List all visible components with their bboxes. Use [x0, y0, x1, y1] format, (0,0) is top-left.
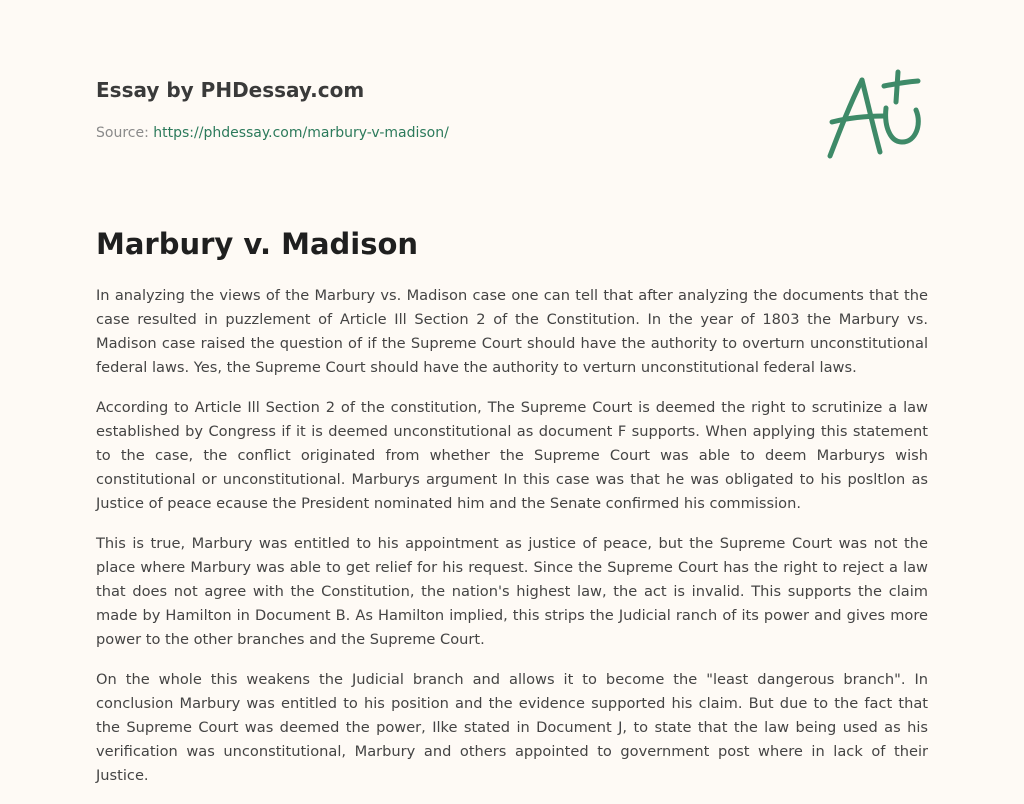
page-header [96, 76, 928, 176]
source-line [96, 123, 449, 143]
essay-paragraph: In analyzing the views of the Marbury vs. Madison case one can tell that after analyzing the documents that the case resulted in puzzlement of Article Ill Section 2 of the Constitution. In the year of 1803 the Marbury vs. Madison case raised the question of if the Supreme Court should have the authority to overturn unconstitutional federal laws. Yes, the Supreme Court should have the authority to verturn unconstitutional federal laws. [96, 287, 928, 376]
source-label: Source: [96, 125, 154, 141]
essay-page [96, 0, 928, 804]
a-plus-grade-icon [824, 68, 928, 160]
essay-paragraph: According to Article Ill Section 2 of the constitution, The Supreme Court is deemed the right to scrutinize a law established by Congress if it is deemed unconstitutional as document F supports. When applying this statement to the case, the conflict originated from whether the Supreme Court was able to deem Marburys wish constitutional or unconstitutional. Marburys argument In this case was that he was obligated to his posltlon as Justice of peace ecause the President nominated him and the Senate confirmed his commission. [96, 399, 928, 512]
essay-paragraph: On the whole this weakens the Judicial branch and allows it to become the "least dangerous branch". In conclusion Marbury was entitled to his position and the evidence supported his claim. But due to the fact that the Supreme Court was deemed the power, Ilke stated in Document J, to state that the law being used as his verification was unconstitutional, Marbury and others appointed to government post where in lack of their Justice. [96, 671, 928, 784]
site-title: Essay by PHDessay.com [96, 78, 365, 102]
essay-title: Marbury v. Madison [96, 227, 419, 261]
source-link[interactable]: https://phdessay.com/marbury-v-madison/ [153, 125, 449, 141]
essay-body [96, 284, 928, 804]
essay-paragraph: This is true, Marbury was entitled to his appointment as justice of peace, but the Supreme Court was not the place where Marbury was able to get relief for his request. Since the Supreme Court has the right to reject a law that does not agree with the Constitution, the nation's highest law, the act is invalid. This supports the claim made by Hamilton in Document B. As Hamilton implied, this strips the Judicial ranch of its power and gives more power to the other branches and the Supreme Court. [96, 535, 928, 648]
